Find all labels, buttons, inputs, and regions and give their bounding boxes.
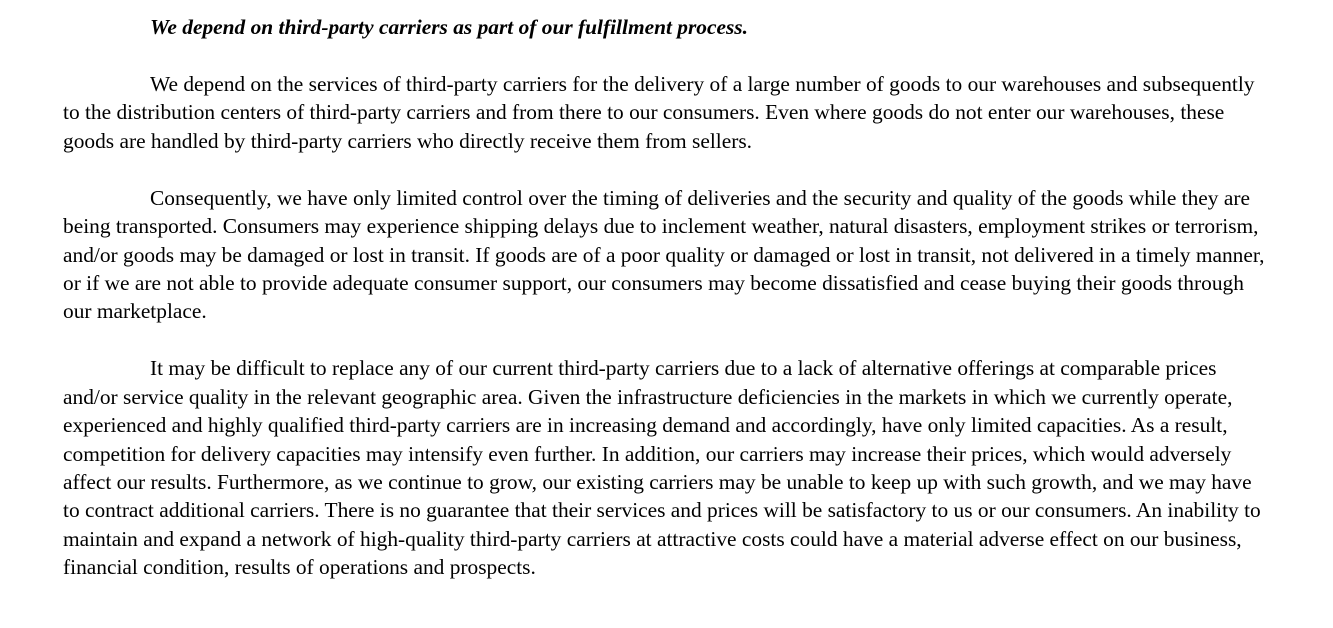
section-heading: We depend on third-party carriers as part of our fulfillment process.	[150, 15, 748, 39]
paragraph-carrier-dependence: We depend on the services of third-party carriers for the delivery of a large number of goods to our warehouses and subsequently to the distribution centers of third-party carriers and from there to our consumers. Even where goods do not enter our warehouses, these goods are handled by third-party carriers who directly receive them from sellers.	[63, 72, 1255, 153]
paragraph-replacement-difficulty: It may be difficult to replace any of our current third-party carriers due to a lack of alternative offerings at comparable prices and/or service quality in the relevant geographic area. Given the infrastructure deficiencies in the markets in which we currently operate, experienced and highly qualified third-party carriers are in increasing demand and accordingly, have only limited capacities. As a result, competition for delivery capacities may intensify even further. In addition, our carriers may increase their prices, which would adversely affect our results. Furthermore, as we continue to grow, our existing carriers may be unable to keep up with such growth, and we may have to contract additional carriers. There is no guarantee that their services and prices will be satisfactory to us or our consumers. An inability to maintain and expand a network of high-quality third-party carriers at attractive costs could have a material adverse effect on our business, financial condition, results of operations and prospects.	[63, 356, 1261, 580]
paragraph-limited-control: Consequently, we have only limited control over the timing of deliveries and the security and quality of the goods while they are being transported. Consumers may experience shipping delays due to inclement weather, natural disasters, employment strikes or terrorism, and/or goods may be damaged or lost in transit. If goods are of a poor quality or damaged or lost in transit, not delivered in a timely manner, or if we are not able to provide adequate consumer support, our consumers may become dissatisfied and cease buying their goods through our marketplace.	[63, 185, 1265, 324]
document-body	[63, 13, 1273, 582]
